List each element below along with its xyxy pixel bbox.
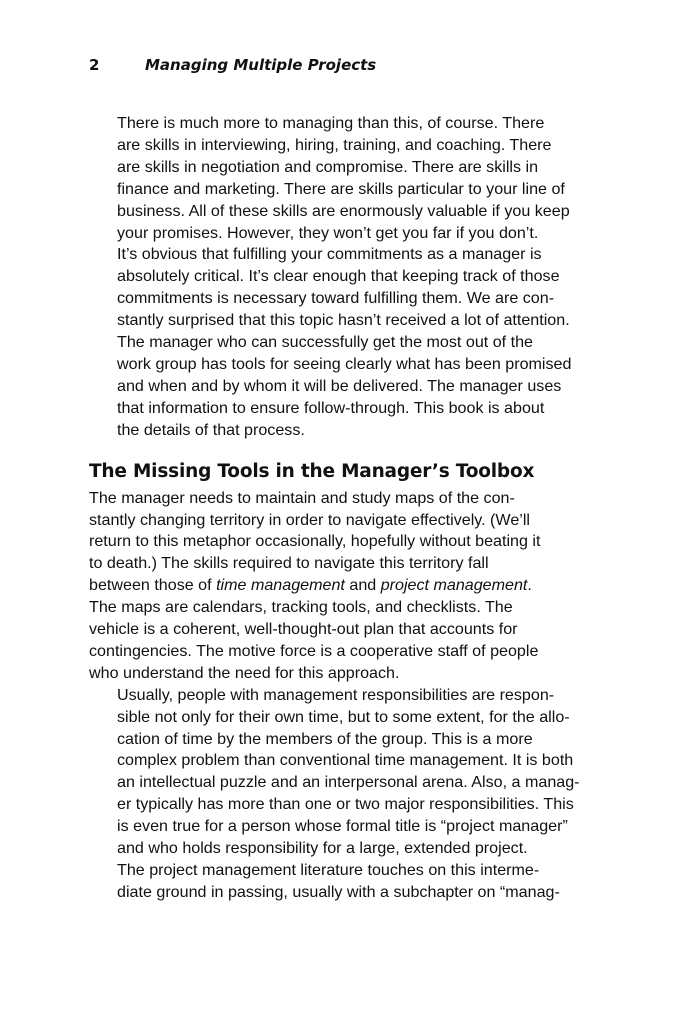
text-line: The manager who can successfully get the most out of the [117, 333, 533, 352]
page-number: 2 [89, 56, 100, 74]
text-line: er typically has more than one or two major responsibilities. This [117, 795, 574, 814]
text-line: It’s obvious that fulfilling your commitments as a manager is [117, 245, 542, 264]
text-line: are skills in interviewing, hiring, training, and coaching. There [117, 135, 552, 154]
text-line: cation of time by the members of the group. This is a more [117, 729, 533, 748]
text-line: your promises. However, they won’t get you far if you don’t. [117, 223, 539, 242]
text-line: who understand the need for this approach. [89, 663, 400, 682]
text-line: commitments is necessary toward fulfilling them. We are con- [117, 289, 555, 308]
text-line: to death.) The skills required to navigate this territory fall [89, 554, 489, 573]
text-line: Usually, people with management responsibilities are respon- [117, 685, 555, 704]
text-line [89, 575, 595, 597]
paragraph [89, 332, 595, 442]
text-line: the details of that process. [117, 420, 305, 439]
paragraph [89, 685, 595, 860]
text-line: business. All of these skills are enormously valuable if you keep [117, 201, 570, 220]
text-line: contingencies. The motive force is a cooperative staff of people [89, 641, 539, 660]
paragraph [89, 860, 595, 904]
text-line: stantly changing territory in order to navigate effectively. (We’ll [89, 510, 530, 529]
paragraph [89, 488, 595, 685]
text-line: and when and by whom it will be delivered. The manager uses [117, 376, 562, 395]
paragraph [89, 113, 595, 244]
text-line: complex problem than conventional time management. It is both [117, 751, 574, 770]
text-run: between those of [89, 576, 217, 595]
section-heading: The Missing Tools in the Manager’s Toolbox [89, 460, 535, 482]
text-line: an intellectual puzzle and an interpersonal arena. Also, a manag- [117, 773, 580, 792]
text-line: There is much more to managing than this, of course. There [117, 114, 545, 132]
emphasis-term: time management [216, 576, 345, 595]
text-line: are skills in negotiation and compromise. There are skills in [117, 157, 539, 176]
body-text [89, 113, 595, 904]
text-line: work group has tools for seeing clearly what has been promised [117, 354, 572, 373]
text-run: . [527, 576, 532, 595]
text-line: and who holds responsibility for a large, extended project. [117, 839, 528, 858]
paragraph [89, 244, 595, 332]
running-head [89, 56, 376, 74]
text-line: that information to ensure follow-through. This book is about [117, 398, 545, 417]
text-line: The maps are calendars, tracking tools, and checklists. The [89, 598, 513, 617]
text-line: return to this metaphor occasionally, hopefully without beating it [89, 532, 541, 551]
text-line: The manager needs to maintain and study maps of the con- [89, 488, 515, 507]
text-line: vehicle is a coherent, well-thought-out plan that accounts for [89, 620, 518, 639]
text-line: diate ground in passing, usually with a subchapter on “manag- [117, 882, 560, 901]
book-title: Managing Multiple Projects [145, 56, 377, 74]
text-line: finance and marketing. There are skills particular to your line of [117, 179, 565, 198]
text-run: and [344, 576, 381, 595]
text-line: stantly surprised that this topic hasn’t received a lot of attention. [117, 311, 570, 330]
text-line: is even true for a person whose formal title is “project manager” [117, 817, 568, 836]
text-line: absolutely critical. It’s clear enough that keeping track of those [117, 267, 560, 286]
text-line: The project management literature touches on this interme- [117, 861, 540, 879]
text-line: sible not only for their own time, but to some extent, for the allo- [117, 707, 570, 726]
emphasis-term: project management [380, 576, 528, 595]
